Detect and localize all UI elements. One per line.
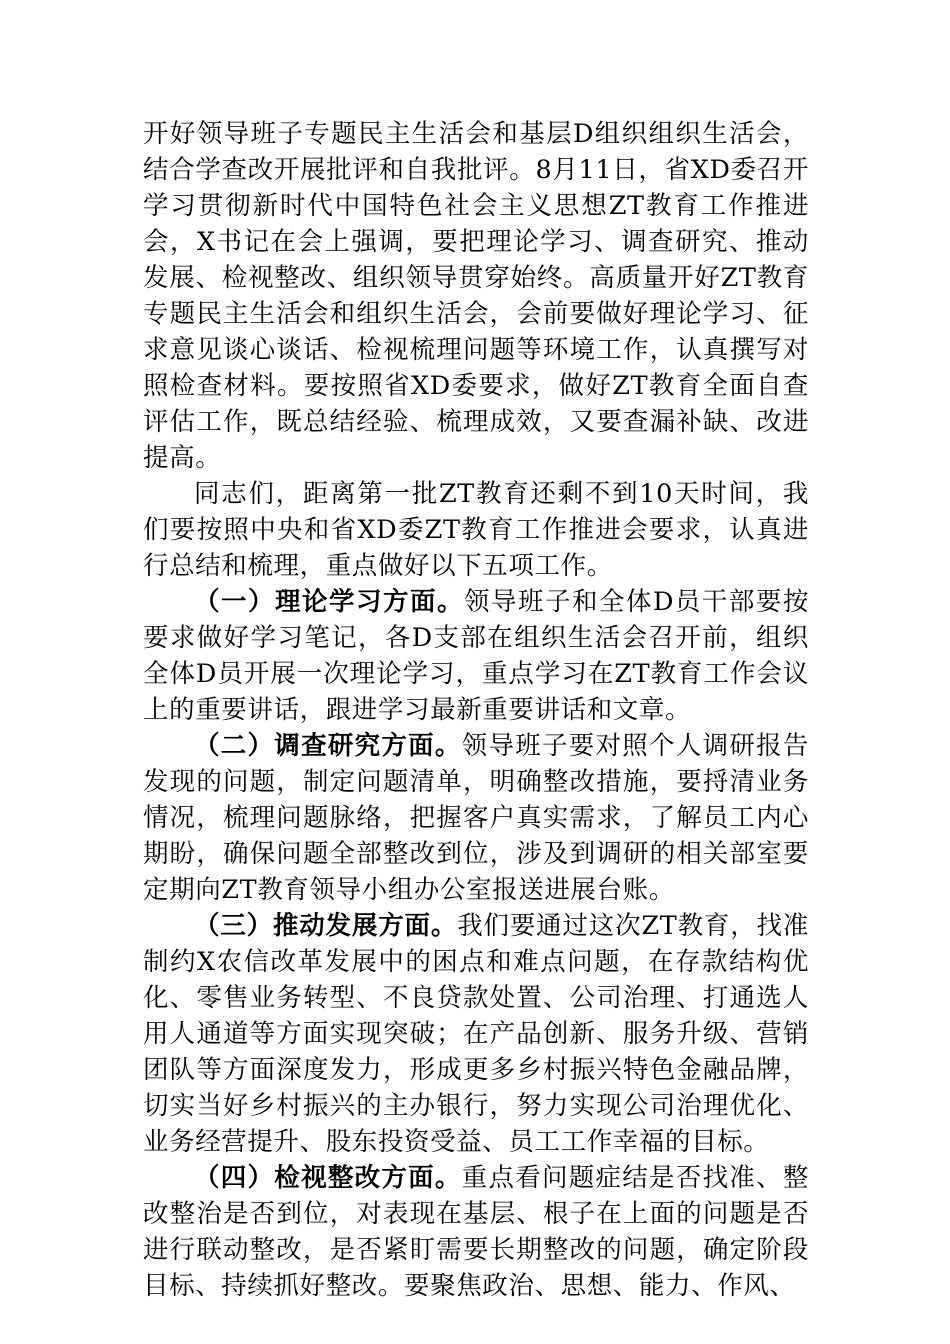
section-heading-development: （三）推动发展方面。: [194, 911, 458, 941]
paragraph-1: [143, 116, 809, 476]
section-heading-research: （二）调查研究方面。: [194, 731, 462, 761]
paragraph-4: [143, 728, 809, 908]
paragraph-2-text: 同志们，距离第一批ZT教育还剩不到10天时间，我们要按照中央和省XD委ZT教育工作推进会要求，认真进行总结和梳理，重点做好以下五项工作。: [143, 479, 809, 581]
paragraph-6-text: 重点看问题症结是否找准、整改整治是否到位，对表现在基层、根子在上面的问题是否进行联动整改，是否紧盯需要长期整改的问题，确定阶段目标、持续抓好整改。要聚焦政治、思想、能力、作风、: [143, 1163, 809, 1301]
section-heading-theory-study: （一）理论学习方面。: [194, 587, 464, 617]
paragraph-1-text: 开好领导班子专题民主生活会和基层D组织组织生活会，结合学查改开展批评和自我批评。8月11日，省XD委召开学习贯彻新时代中国特色社会主义思想ZT教育工作推进会，X书记在会上强调，要把理论学习、调查研究、推动发展、检视整改、组织领导贯穿始终。高质量开好ZT教育专题民主生活会和组织生活会，会前要做好理论学习、征求意见谈心谈话、检视梳理问题等环境工作，认真撰写对照检查材料。要按照省XD委要求，做好ZT教育全面自查评估工作，既总结经验、梳理成效，又要查漏补缺、改进提高。: [143, 119, 809, 473]
paragraph-2: [143, 476, 809, 584]
paragraph-6: [143, 1160, 809, 1304]
section-heading-rectification: （四）检视整改方面。: [194, 1163, 462, 1193]
paragraph-5-text: 我们要通过这次ZT教育，找准制约X农信改革发展中的困点和难点问题，在存款结构优化、零售业务转型、不良贷款处置、公司治理、打通选人用人通道等方面实现突破；在产品创新、服务升级、营销团队等方面深度发力，形成更多乡村振兴特色金融品牌，切实当好乡村振兴的主办银行，努力实现公司治理优化、业务经营提升、股东投资受益、员工工作幸福的目标。: [143, 911, 809, 1157]
paragraph-5: [143, 908, 809, 1160]
paragraph-3: [143, 584, 809, 728]
paragraph-3-text: 领导班子和全体D员干部要按要求做好学习笔记，各D支部在组织生活会召开前，组织全体D员开展一次理论学习，重点学习在ZT教育工作会议上的重要讲话，跟进学习最新重要讲话和文章。: [143, 587, 809, 725]
document-body: [143, 116, 809, 1304]
paragraph-4-text: 领导班子要对照个人调研报告发现的问题，制定问题清单，明确整改措施，要捋清业务情况，梳理问题脉络，把握客户真实需求，了解员工内心期盼，确保问题全部整改到位，涉及到调研的相关部室要定期向ZT教育领导小组办公室报送进展台账。: [143, 731, 809, 905]
